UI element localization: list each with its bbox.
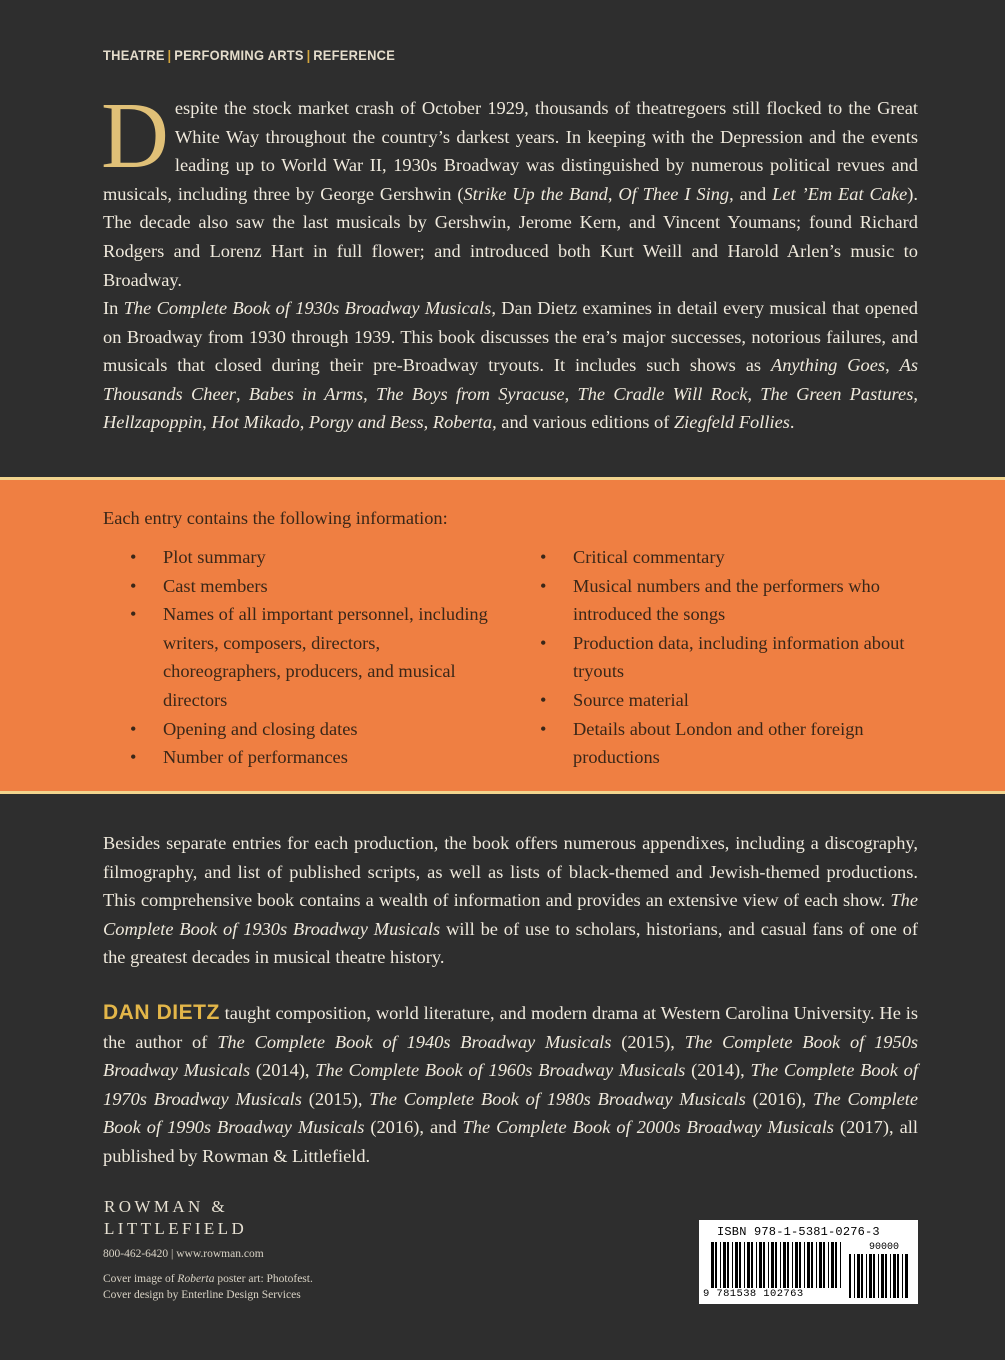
author-bio xyxy=(103,999,918,1171)
publisher-logo xyxy=(104,1196,247,1240)
list-item: • Number of performances xyxy=(130,743,490,772)
show-title: Let ’Em Eat Cake xyxy=(772,183,908,204)
show-title: Ziegfeld Follies xyxy=(673,412,790,433)
list-item: • Production data, including information about tryouts xyxy=(540,629,920,686)
barcode-bar xyxy=(861,1254,863,1298)
category-performing-arts: PERFORMING ARTS xyxy=(174,47,304,63)
list-item: • Plot summary xyxy=(130,543,490,572)
text-sep: , xyxy=(607,183,619,204)
barcode-bar xyxy=(771,1242,774,1288)
barcode-bar xyxy=(727,1242,729,1288)
appendix-text: Besides separate entries for each production, the book offers numerous appendixes, including a discography, filmography, and list of published scripts, as well as lists of black-themed and Jewish-themed productions. This comprehensive book contains a wealth of information and provides an extensive view of each show. xyxy=(103,833,918,911)
barcode-bar xyxy=(902,1254,903,1298)
cover-credits xyxy=(103,1272,313,1303)
barcode-bar xyxy=(893,1254,896,1298)
show-title: Roberta xyxy=(432,412,493,433)
barcode-bar xyxy=(878,1254,879,1298)
show-title: Hot Mikado xyxy=(211,412,300,433)
work-title: The Complete Book of 1970s Broadway Musicals xyxy=(103,1060,918,1109)
barcode-bar xyxy=(720,1242,721,1288)
barcode-bar xyxy=(828,1242,829,1288)
category-reference: REFERENCE xyxy=(313,47,396,63)
barcode-bar xyxy=(831,1242,834,1288)
list-item: • Cast members xyxy=(130,572,490,601)
intro-text-end: ). The decade also saw the last musicals by Gershwin, Jerome Kern, and Vincent Youmans; found Richard Rodgers and Lorenz Hart in full flower; and introduced both Kurt Weill and Harold Arlen’s music to Broadway. xyxy=(103,183,919,290)
barcode-bar xyxy=(715,1242,717,1288)
author-name: DAN DIETZ xyxy=(103,1001,220,1024)
barcode-bar xyxy=(854,1254,855,1298)
work-title: The Complete Book of 1960s Broadway Musicals xyxy=(315,1060,686,1081)
show-title: Of Thee I Sing xyxy=(618,183,730,204)
barcode-bar xyxy=(787,1242,789,1288)
barcode-bar xyxy=(905,1254,908,1298)
list-item: • Critical commentary xyxy=(540,543,920,572)
entries-intro: Each entry contains the following information: xyxy=(103,508,448,528)
appendix-text-end: will be of use to scholars, historians, and casual fans of one of the greatest decades in musical theatre history. xyxy=(103,918,919,968)
text-connector: , and various editions of xyxy=(492,412,674,433)
show-title: Babes in Arms xyxy=(248,383,364,404)
credit-text: poster art: Photofest. xyxy=(214,1273,313,1285)
barcode-bar xyxy=(780,1242,781,1288)
work-year: (2016), xyxy=(745,1088,814,1109)
barcode-bar xyxy=(744,1242,745,1288)
show-title: Hellzapoppin xyxy=(103,412,203,433)
text-end: . xyxy=(789,412,795,433)
barcode-bar xyxy=(799,1242,801,1288)
show-title: Strike Up the Band xyxy=(463,183,608,204)
barcode-digits: 9 781538 102763 xyxy=(703,1288,804,1300)
barcode-bar xyxy=(792,1242,793,1288)
barcode-bar xyxy=(840,1242,841,1288)
publisher-line-2: LITTLEFIELD xyxy=(104,1219,248,1238)
barcode-bar xyxy=(857,1254,860,1298)
barcode-bar xyxy=(890,1254,891,1298)
barcode-bar xyxy=(816,1242,817,1288)
price-code: 90000 xyxy=(869,1242,900,1253)
overview-text: , Dan Dietz examines in detail every musical that opened on Broadway from 1930 through 1939. This book discusses the era’s major successes, notorious failures, and musicals that closed during their pre-Broadway tryouts. It includes such shows as xyxy=(103,298,918,376)
barcode-bar xyxy=(869,1254,872,1298)
barcode-bar xyxy=(783,1242,786,1288)
barcode-bar xyxy=(811,1242,813,1288)
intro-paragraph xyxy=(101,84,919,294)
show-title: As Thousands Cheer xyxy=(103,355,918,404)
barcode-bar xyxy=(881,1254,884,1298)
barcode-bar xyxy=(756,1242,757,1288)
barcode-bar xyxy=(759,1242,762,1288)
barcode-bar xyxy=(835,1242,837,1288)
category-theatre: THEATRE xyxy=(103,47,165,63)
category-line xyxy=(103,47,395,63)
overview-paragraph: In The Complete Book of 1930s Broadway Musicals, Dan Dietz examines in detail every musical that opened on Broadway from 1930 through 1939. This book discusses the era’s major successes, notorious failures, and musicals that closed during their pre-Broadway tryouts. It includes such shows as Anything Goes, As Thousands Cheer, Babes in Arms, The Boys from Syracuse, The Cradle Will Rock, The Green Pastures, Hellzapoppin, Hot Mikado, Porgy and Bess, Roberta, and various editions of Ziegfeld Follies. xyxy=(103,298,918,433)
barcode-bar xyxy=(711,1242,714,1288)
show-title: Anything Goes xyxy=(770,355,886,376)
work-title: The Complete Book of 1990s Broadway Musicals xyxy=(103,1088,919,1138)
text-sep: , and xyxy=(729,183,773,204)
work-year: (2017), all published by Rowman & Littlefield. xyxy=(103,1117,918,1166)
work-year: (2014), xyxy=(250,1060,316,1081)
barcode-bar xyxy=(807,1242,810,1288)
work-title: The Complete Book of 2000s Broadway Musicals xyxy=(462,1117,834,1138)
work-title: The Complete Book of 1950s Broadway Musicals xyxy=(103,1031,919,1081)
publisher-contact: 800-462-6420 | www.rowman.com xyxy=(103,1248,264,1260)
category-separator: | xyxy=(306,47,311,63)
barcode-bar xyxy=(775,1242,777,1288)
work-year: (2015), xyxy=(611,1031,685,1052)
barcode-bar xyxy=(739,1242,741,1288)
dropcap-letter: D xyxy=(101,84,169,188)
show-title: The Boys from Syracuse xyxy=(375,383,565,404)
book-title: The Complete Book of 1930s Broadway Musicals xyxy=(123,298,492,318)
barcode-bar xyxy=(823,1242,825,1288)
list-item: • Names of all important personnel, including writers, composers, directors, choreographers, producers, and musical directors xyxy=(130,600,490,714)
entry-info-band xyxy=(0,477,1005,794)
credit-text: Cover image of xyxy=(103,1273,178,1285)
work-title: The Complete Book of 1980s Broadway Musicals xyxy=(369,1088,746,1109)
barcode-bar xyxy=(873,1254,875,1298)
appendix-paragraph xyxy=(103,829,918,972)
list-item: • Opening and closing dates xyxy=(130,715,490,744)
list-item: • Source material xyxy=(540,686,920,715)
barcode-bar xyxy=(768,1242,769,1288)
show-title: The Cradle Will Rock xyxy=(577,383,748,404)
barcode-bar xyxy=(747,1242,750,1288)
intro-text: espite the stock market crash of October 1929, thousands of theatregoers still flocked to the Great White Way throughout the country’s darkest years. In keeping with the Depression and the events leading up to World War II, 1930s Broadway was distinguished by numerous political revues and musicals, including three by George Gershwin ( xyxy=(103,98,918,204)
text-lead: In xyxy=(103,298,124,318)
barcode-bar xyxy=(751,1242,753,1288)
barcode-bar xyxy=(819,1242,822,1288)
barcode-bar xyxy=(804,1242,805,1288)
publisher-phone: 800-462-6420 xyxy=(103,1248,169,1260)
show-title: Porgy and Bess xyxy=(308,412,424,433)
image-credit xyxy=(103,1272,313,1288)
barcode-bar xyxy=(763,1242,765,1288)
barcode-bar xyxy=(723,1242,726,1288)
barcode-bar xyxy=(735,1242,738,1288)
isbn-barcode xyxy=(699,1220,918,1304)
barcode-bar xyxy=(849,1254,851,1298)
work-title: The Complete Book of 1940s Broadway Musicals xyxy=(217,1031,612,1052)
barcode-bar xyxy=(885,1254,887,1298)
publisher-line-1: ROWMAN & xyxy=(104,1197,229,1216)
barcode-bar xyxy=(897,1254,899,1298)
work-year: (2015), xyxy=(301,1088,370,1109)
isbn-label: ISBN 978-1-5381-0276-3 xyxy=(717,1225,880,1239)
bio-text: taught composition, world literature, and modern drama at Western Carolina University. He is the author of xyxy=(103,1003,918,1052)
credit-title: Roberta xyxy=(177,1273,215,1285)
design-credit: Cover design by Enterline Design Services xyxy=(103,1288,301,1301)
list-item: • Details about London and other foreign productions xyxy=(540,715,920,772)
publisher-website: www.rowman.com xyxy=(176,1248,264,1260)
work-year: (2014), xyxy=(685,1060,751,1081)
entries-right-list xyxy=(540,543,920,772)
barcode-bar xyxy=(795,1242,798,1288)
book-title: The Complete Book of 1930s Broadway Musicals xyxy=(103,890,918,939)
show-title: The Green Pastures xyxy=(760,383,914,404)
list-item: • Musical numbers and the performers who introduced the songs xyxy=(540,572,920,629)
work-year: (2016), and xyxy=(364,1117,463,1138)
entries-left-list xyxy=(130,543,490,772)
barcode-bar xyxy=(732,1242,733,1288)
category-separator: | xyxy=(167,47,172,63)
barcode-bar xyxy=(866,1254,867,1298)
